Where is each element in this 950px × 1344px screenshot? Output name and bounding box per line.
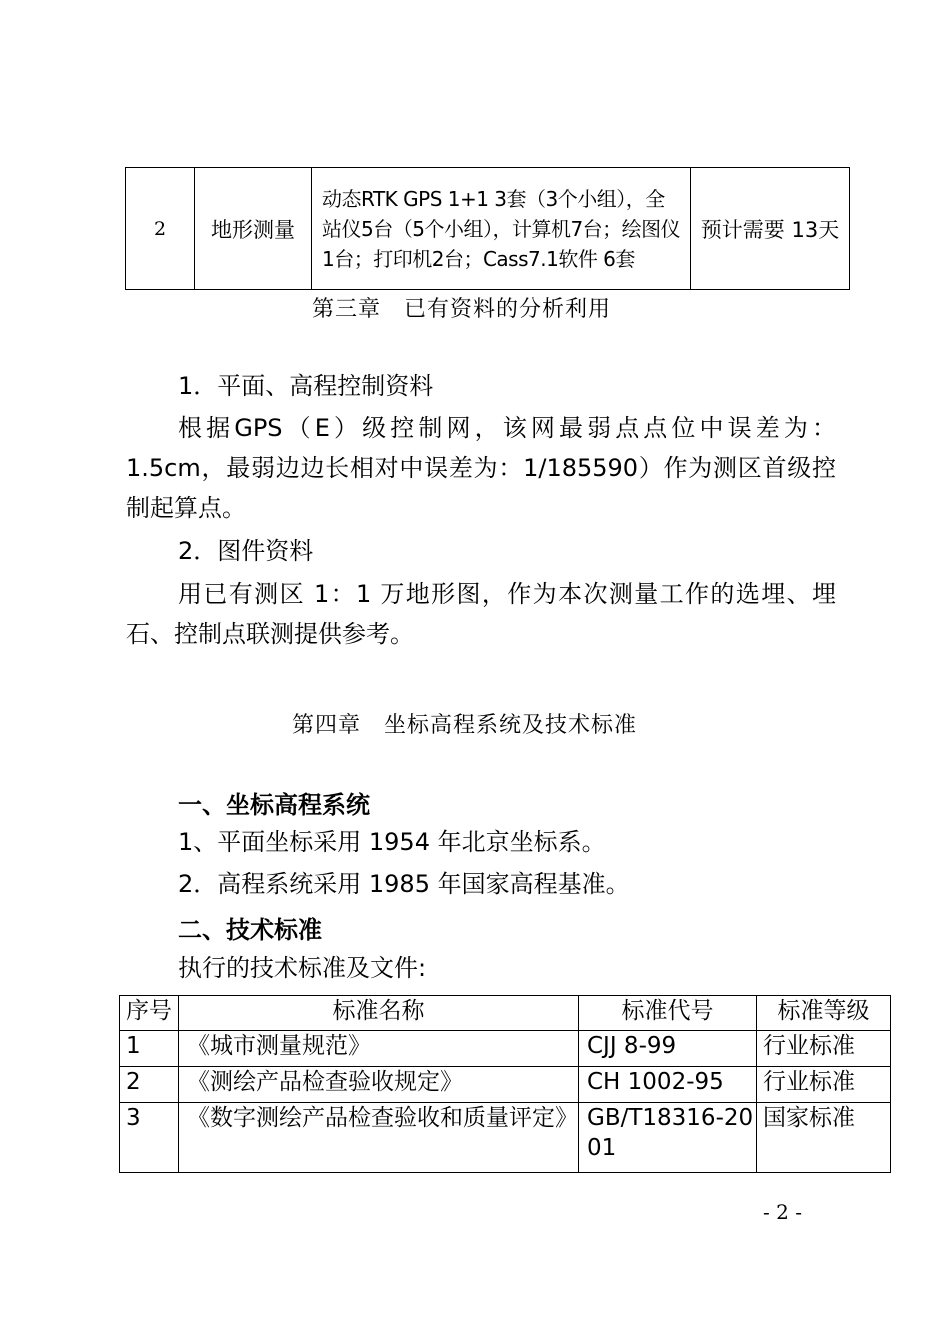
chapter-4-title: 第四章 坐标高程系统及技术标准 xyxy=(292,713,638,738)
task-name: 地形测量 xyxy=(195,168,312,290)
section-1-heading: 一、坐标高程系统 xyxy=(178,791,370,819)
duration: 预计需要 13天 xyxy=(691,168,850,290)
header-code: 标准代号 xyxy=(579,996,757,1031)
header-no: 序号 xyxy=(120,996,179,1031)
table-header-row xyxy=(120,996,891,1031)
standard-name: 《数字测绘产品检查验收和质量评定》 xyxy=(179,1103,579,1173)
equipment-table xyxy=(125,167,850,290)
section-item-2-title: 2．图件资料 xyxy=(178,537,314,565)
row-no: 3 xyxy=(120,1103,179,1173)
section-item-2-text: 用已有测区 1：1 万地形图，作为本次测量工作的选埋、埋石、控制点联测提供参考。 xyxy=(126,580,836,648)
section-item-1-text: 根据GPS（E）级控制网，该网最弱点点位中误差为：1.5cm，最弱边边长相对中误差为：1/185590）作为测区首级控制起算点。 xyxy=(126,414,836,522)
standard-code: CH 1002-95 xyxy=(579,1067,757,1103)
row-number: 2 xyxy=(126,168,195,290)
page-number: - 2 - xyxy=(763,1200,802,1224)
standard-grade: 国家标准 xyxy=(757,1103,891,1173)
standard-code: CJJ 8-99 xyxy=(579,1031,757,1067)
table-row xyxy=(126,168,850,290)
standard-name: 《城市测量规范》 xyxy=(179,1031,579,1067)
section-1-item-1: 1、平面坐标采用 1954 年北京坐标系。 xyxy=(178,828,606,856)
row-no: 1 xyxy=(120,1031,179,1067)
section-2-intro: 执行的技术标准及文件: xyxy=(178,954,427,982)
header-grade: 标准等级 xyxy=(757,996,891,1031)
standard-code: GB/T18316-2001 xyxy=(579,1103,757,1173)
header-name: 标准名称 xyxy=(179,996,579,1031)
standard-name: 《测绘产品检查验收规定》 xyxy=(179,1067,579,1103)
standard-grade: 行业标准 xyxy=(757,1031,891,1067)
table-row xyxy=(120,1031,891,1067)
table-row xyxy=(120,1067,891,1103)
row-no: 2 xyxy=(120,1067,179,1103)
table-row xyxy=(120,1103,891,1173)
chapter-3-title: 第三章 已有资料的分析利用 xyxy=(312,297,612,322)
standard-grade: 行业标准 xyxy=(757,1067,891,1103)
section-item-1-title: 1．平面、高程控制资料 xyxy=(178,372,434,400)
standards-table xyxy=(119,995,891,1173)
section-2-heading: 二、技术标准 xyxy=(178,916,322,944)
section-1-item-2: 2．高程系统采用 1985 年国家高程基准。 xyxy=(178,870,630,898)
equipment-list: 动态RTK GPS 1+1 3套（3个小组），全站仪5台（5个小组），计算机7台；绘图仪1台；打印机2台；Cass7.1软件 6套 xyxy=(312,168,691,290)
